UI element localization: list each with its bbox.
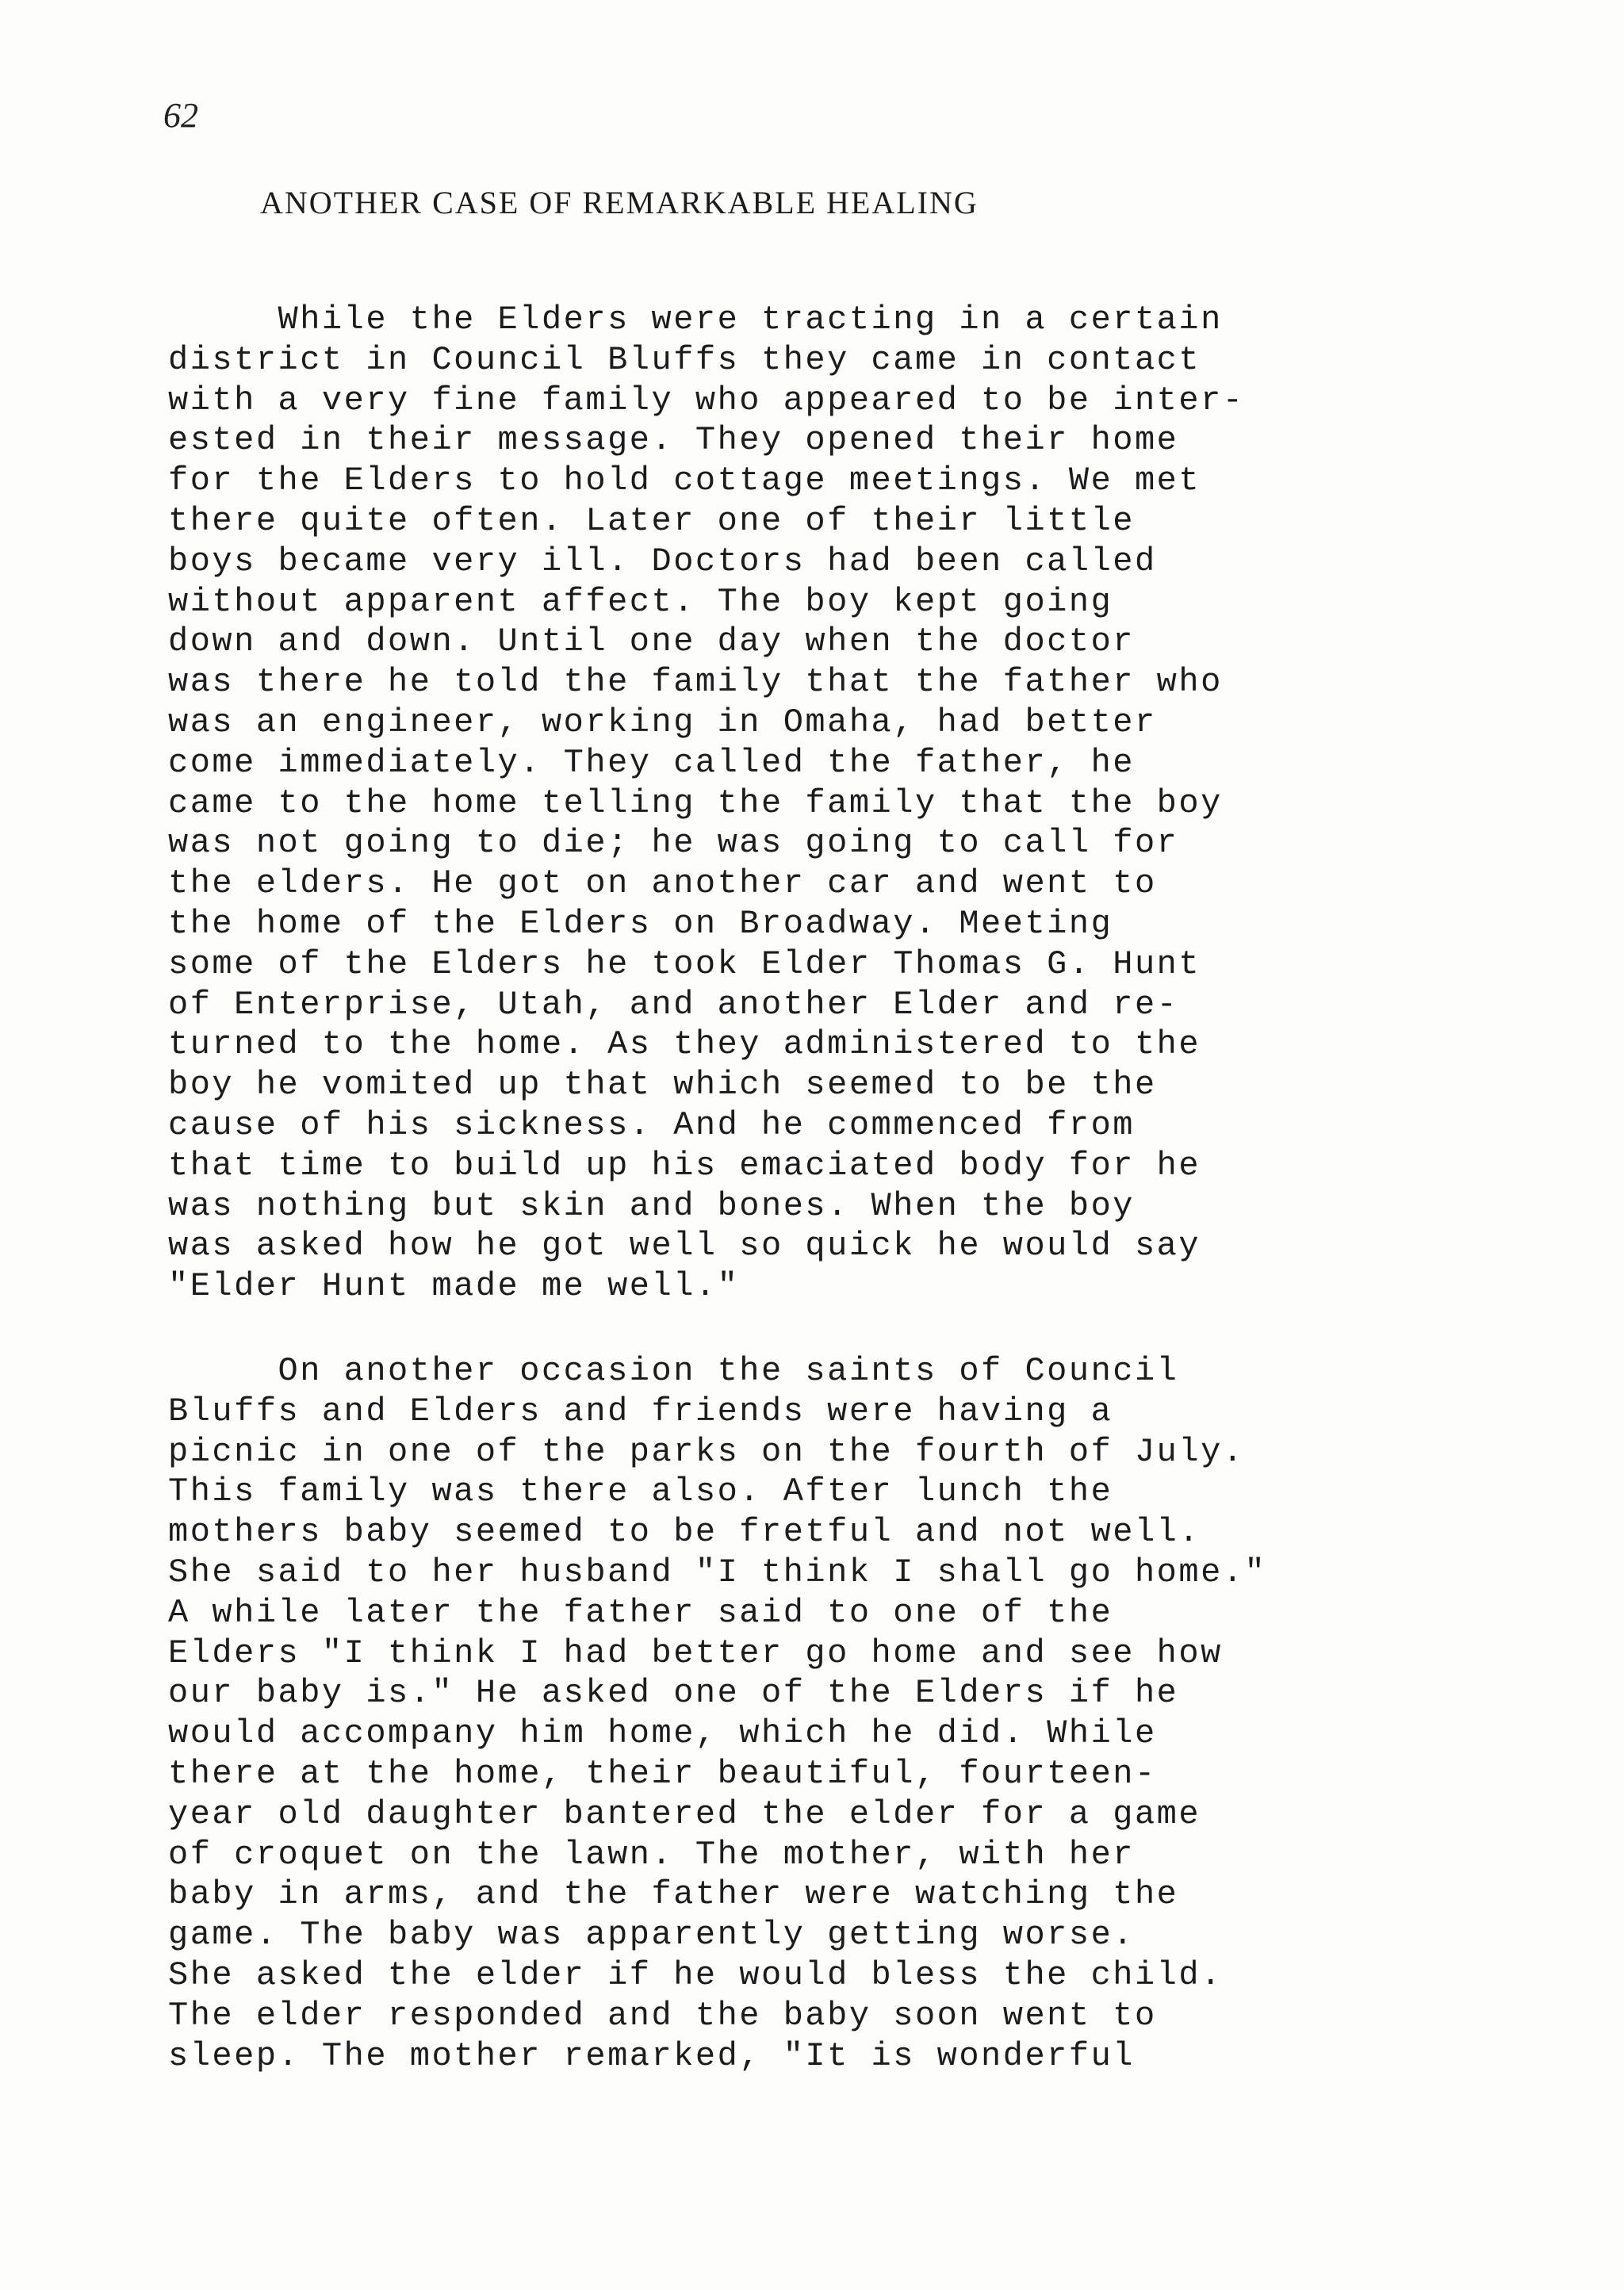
text-line: the home of the Elders on Broadway. Meeting (168, 904, 1113, 943)
text-line: Bluffs and Elders and friends were having a (168, 1392, 1113, 1430)
text-line: turned to the home. As they administered to the (168, 1025, 1201, 1064)
text-line: ested in their message. They opened their home (168, 421, 1179, 460)
text-line: without apparent affect. The boy kept going (168, 582, 1113, 621)
text-line: mothers baby seemed to be fretful and not well. (168, 1513, 1201, 1552)
text-line: This family was there also. After lunch the (168, 1472, 1113, 1511)
text-line: would accompany him home, which he did. While (168, 1714, 1157, 1753)
page-number: 62 (163, 96, 198, 135)
text-line: was nothing but skin and bones. When the boy (168, 1186, 1135, 1225)
text-line: with a very fine family who appeared to be inter- (168, 381, 1245, 419)
text-line: On another occasion the saints of Council (168, 1352, 1179, 1390)
text-line: was an engineer, working in Omaha, had better (168, 703, 1157, 741)
text-line: picnic in one of the parks on the fourth of July. (168, 1432, 1245, 1471)
text-line: was there he told the family that the father who (168, 663, 1223, 702)
page-title: ANOTHER CASE OF REMARKABLE HEALING (260, 185, 979, 220)
text-line: that time to build up his emaciated body for he (168, 1146, 1201, 1185)
text-line: While the Elders were tracting in a certain (168, 301, 1223, 339)
text-line: came to the home telling the family that the boy (168, 783, 1223, 822)
text-line: A while later the father said to one of the (168, 1593, 1113, 1632)
text-line: was not going to die; he was going to call for (168, 824, 1179, 863)
text-line: down and down. Until one day when the doctor (168, 622, 1135, 661)
text-line: some of the Elders he took Elder Thomas G. Hunt (168, 944, 1201, 983)
paragraph-2 (168, 1351, 1266, 2076)
text-line: Elders "I think I had better go home and see how (168, 1633, 1223, 1672)
paragraph-1 (168, 300, 1245, 1307)
text-line: district in Council Bluffs they came in contact (168, 340, 1201, 379)
text-line: was asked how he got well so quick he would say (168, 1227, 1201, 1266)
text-line: year old daughter bantered the elder for a game (168, 1794, 1201, 1833)
text-line: there at the home, their beautiful, fourteen- (168, 1754, 1157, 1793)
text-line: of Enterprise, Utah, and another Elder and re- (168, 985, 1179, 1024)
text-line: boys became very ill. Doctors had been called (168, 542, 1157, 580)
text-line: for the Elders to hold cottage meetings. We met (168, 461, 1201, 500)
text-line: come immediately. They called the father, he (168, 743, 1135, 782)
text-line: our baby is." He asked one of the Elders if he (168, 1674, 1179, 1713)
text-line: of croquet on the lawn. The mother, with her (168, 1835, 1135, 1874)
text-line: game. The baby was apparently getting worse. (168, 1916, 1135, 1955)
text-line: She said to her husband "I think I shall go home." (168, 1553, 1267, 1591)
text-line: She asked the elder if he would bless the child. (168, 1955, 1223, 1994)
text-line: there quite often. Later one of their little (168, 501, 1135, 540)
text-line: The elder responded and the baby soon went to (168, 1996, 1157, 2035)
text-line: "Elder Hunt made me well." (168, 1267, 740, 1306)
text-line: cause of his sickness. And he commenced from (168, 1105, 1135, 1144)
text-line: baby in arms, and the father were watching the (168, 1875, 1179, 1914)
text-line: sleep. The mother remarked, "It is wonderful (168, 2036, 1135, 2075)
text-line: boy he vomited up that which seemed to be the (168, 1066, 1157, 1105)
text-line: the elders. He got on another car and went to (168, 864, 1157, 903)
